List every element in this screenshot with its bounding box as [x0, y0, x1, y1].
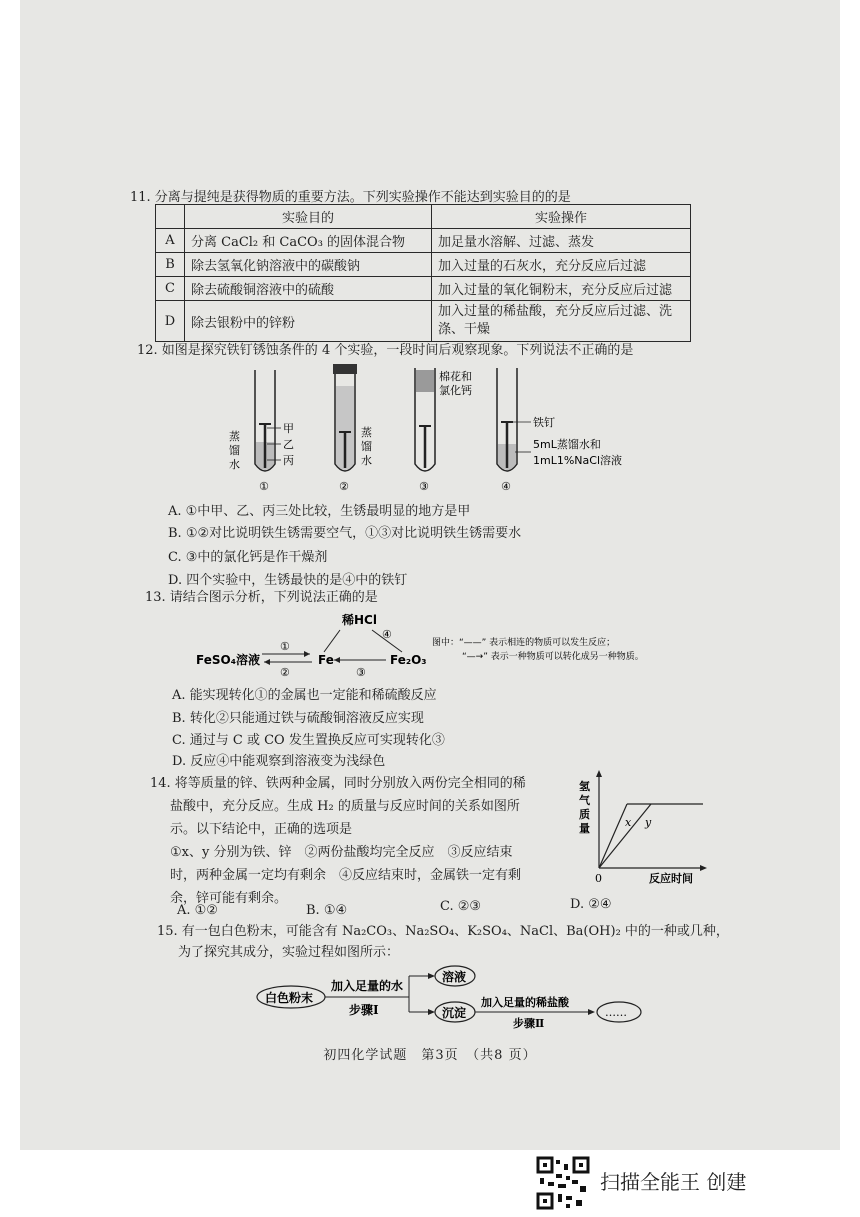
row-goal: 除去氢氧化钠溶液中的碳酸钠 — [185, 253, 432, 277]
step2-top: 加入足量的稀盐酸 — [481, 996, 569, 1009]
table-header-goal: 实验目的 — [185, 205, 432, 229]
tube1-water-label: 蒸馏水 — [229, 430, 240, 471]
test-tube-1 — [255, 370, 275, 471]
q13-option-b: B. 转化②只能通过铁与硫酸铜溶液反应实现 — [172, 711, 424, 726]
chart-origin: 0 — [595, 872, 602, 885]
fe-label: Fe — [318, 653, 334, 667]
row-goal: 除去银粉中的锌粉 — [185, 301, 432, 342]
q15-line2: 为了探究其成分，实验过程如图所示： — [178, 945, 400, 960]
q14-hydrogen-chart — [575, 768, 710, 886]
row-key: D — [156, 301, 185, 342]
flow-precipitate: 沉淀 — [442, 1006, 467, 1020]
tube2-number: ② — [339, 480, 349, 493]
row-key: C — [156, 277, 185, 301]
q14-line4: ①x、y 分别为铁、锌 ②两份盐酸均完全反应 ③反应结束 — [170, 845, 513, 860]
q12-option-c: C. ③中的氯化钙是作干燥剂 — [168, 550, 328, 565]
q13-option-a: A. 能实现转化①的金属也一定能和稀硫酸反应 — [172, 688, 437, 703]
q12-option-b: B. ①②对比说明铁生锈需要空气，①③对比说明铁生锈需要水 — [168, 526, 522, 541]
label-n3: ③ — [356, 666, 366, 679]
tube4-liquid-line1: 5mL蒸馏水和 — [533, 438, 601, 451]
q14-option-d: D. ②④ — [570, 897, 612, 912]
q14-line5: 时，两种金属一定均有剩余 ④反应结束时，金属铁一定有剩 — [170, 868, 522, 883]
mark-bing: 丙 — [283, 454, 294, 467]
tube1-number: ① — [259, 480, 269, 493]
row-goal: 分离 CaCl₂ 和 CaCO₃ 的固体混合物 — [185, 229, 432, 253]
q14-line2: 盐酸中，充分反应。生成 H₂ 的质量与反应时间的关系如图所 — [170, 799, 520, 814]
q14-line3: 示。以下结论中，正确的选项是 — [170, 822, 353, 837]
page-footer: 初四化学试题 第3页 （共8 页） — [323, 1048, 537, 1063]
flow-start: 白色粉末 — [265, 991, 314, 1005]
tube3-number: ③ — [419, 480, 429, 493]
q14-option-b: B. ①④ — [306, 903, 348, 918]
fe2o3-label: Fe₂O₃ — [390, 653, 427, 667]
tube2-water-label: 蒸馏水 — [361, 426, 372, 467]
legend-line2: “—→” 表示一种物质可以转化成另一种物质。 — [462, 652, 644, 662]
q12-stem: 12. 如图是探究铁钉锈蚀条件的 4 个实验，一段时间后观察现象。下列说法不正确的是 — [137, 343, 634, 358]
table-row — [156, 277, 691, 301]
table-row — [156, 301, 691, 342]
q14-option-c: C. ②③ — [440, 899, 482, 914]
flow-solution: 溶液 — [442, 970, 467, 984]
chart-ylabel: 氢气质量 — [579, 780, 590, 835]
mark-jia: 甲 — [283, 422, 294, 435]
qr-code-icon — [536, 1156, 590, 1210]
test-tube-2 — [333, 364, 357, 471]
row-op: 加入过量的稀盐酸，充分反应后过滤、洗涤、干燥 — [432, 301, 691, 342]
curve-y-label: y — [645, 816, 652, 829]
q13-stem: 13. 请结合图示分析，下列说法正确的是 — [145, 590, 378, 605]
q12-option-d: D. 四个实验中，生锈最快的是④中的铁钉 — [168, 573, 408, 588]
table-header-row — [156, 205, 691, 229]
q11-table — [155, 204, 691, 342]
table-header-blank — [156, 205, 185, 229]
q12-test-tube-figure — [215, 364, 655, 496]
q14-line6: 余，锌可能有剩余。 — [170, 891, 288, 906]
test-tube-4 — [497, 368, 531, 471]
line-x — [599, 804, 627, 868]
step1-top: 加入足量的水 — [331, 979, 404, 993]
q13-relation-diagram — [192, 612, 712, 682]
chart-xlabel: 反应时间 — [649, 872, 693, 885]
row-goal: 除去硫酸铜溶液中的硫酸 — [185, 277, 432, 301]
tube3-label: 棉花和氯化钙 — [439, 370, 472, 397]
curve-x-label: x — [625, 816, 632, 829]
step1-bottom: 步骤Ⅰ — [349, 1003, 379, 1017]
table-row — [156, 253, 691, 277]
tube4-number: ④ — [501, 480, 511, 493]
flow-end: …… — [605, 1006, 627, 1019]
row-op: 加足量水溶解、过滤、蒸发 — [432, 229, 691, 253]
label-n4: ④ — [382, 628, 392, 641]
feso4-label: FeSO₄溶液 — [196, 653, 260, 667]
label-n2: ② — [280, 666, 290, 679]
table-row — [156, 229, 691, 253]
row-op: 加入过量的石灰水，充分反应后过滤 — [432, 253, 691, 277]
step2-bottom: 步骤Ⅱ — [513, 1017, 545, 1030]
row-key: B — [156, 253, 185, 277]
q15-line1: 15. 有一包白色粉末，可能含有 Na₂CO₃、Na₂SO₄、K₂SO₄、NaCl、Ba(OH)₂ 中的一种或几种， — [157, 924, 729, 939]
legend-line1: 图中：“——” 表示相连的物质可以发生反应； — [432, 638, 616, 648]
q15-flow-diagram — [255, 962, 675, 1030]
q11-stem: 11. 分离与提纯是获得物质的重要方法。下列实验操作不能达到实验目的的是 — [130, 190, 571, 205]
row-op: 加入过量的氧化铜粉末，充分反应后过滤 — [432, 277, 691, 301]
label-n1: ① — [280, 640, 290, 653]
row-key: A — [156, 229, 185, 253]
table-header-op: 实验操作 — [432, 205, 691, 229]
line-y — [599, 804, 651, 868]
q14-line1: 14. 将等质量的锌、铁两种金属，同时分别放入两份完全相同的稀 — [150, 776, 526, 791]
test-tube-3 — [415, 368, 435, 471]
q14-option-a: A. ①② — [177, 903, 218, 918]
scanner-brand: 扫描全能王 创建 — [600, 1170, 747, 1194]
mark-yi: 乙 — [283, 438, 294, 451]
hcl-label: 稀HCl — [342, 613, 377, 627]
tube4-liquid-line2: 1mL1%NaCl溶液 — [533, 454, 622, 467]
tube4-nail-label: 铁钉 — [533, 416, 555, 429]
q12-option-a: A. ①中甲、乙、丙三处比较，生锈最明显的地方是甲 — [168, 504, 471, 519]
q13-option-d: D. 反应④中能观察到溶液变为浅绿色 — [172, 754, 386, 769]
q13-option-c: C. 通过与 C 或 CO 发生置换反应可实现转化③ — [172, 733, 445, 748]
